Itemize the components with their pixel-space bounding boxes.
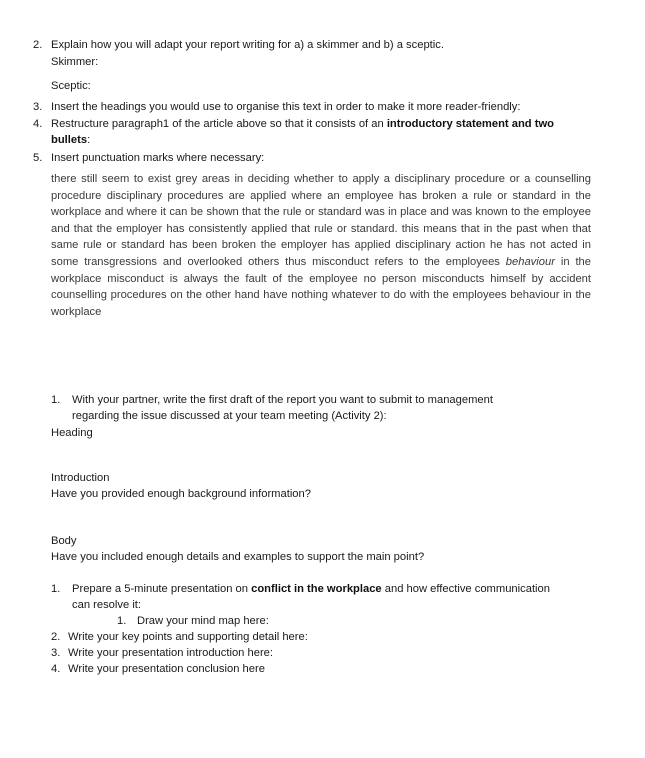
sceptic-label: Sceptic: [51,80,91,92]
list-number: 5. [33,152,43,164]
question-restructure-cont [51,132,90,148]
task-first-draft-cont: regarding the issue discussed at your team meeting (Activity 2): [72,410,387,422]
list-number: 3. [33,101,43,113]
list-number: 3. [51,647,61,659]
introduction-label: Introduction [51,472,110,484]
task-key-points: Write your key points and supporting detail here: [68,631,308,643]
question-text-part: : [87,134,91,146]
task-text-part: Prepare a 5-minute presentation on [72,583,252,595]
list-number: 4. [51,663,61,675]
passage-italic-word: behaviour [505,255,555,268]
task-presentation-cont: can resolve it: [72,599,142,611]
question-restructure-text [51,116,554,132]
task-presentation [72,581,550,597]
task-conclusion: Write your presentation conclusion here [68,663,265,675]
body-label: Body [51,535,77,547]
question-explain-report: Explain how you will adapt your report writing for a) a skimmer and b) a sceptic. [51,39,444,51]
bullets-word: bullets [51,134,88,146]
list-number: 4. [33,118,43,130]
list-number: 1. [51,394,61,406]
task-first-draft: With your partner, write the first draft of the report you want to submit to management [72,394,493,406]
list-number: 1. [117,615,127,627]
unpunctuated-passage [51,171,591,320]
introduction-question: Have you provided enough background information? [51,488,311,500]
body-question: Have you included enough details and examples to support the main point? [51,551,425,563]
question-text-bold: introductory statement and two [386,118,555,130]
list-number: 1. [51,583,61,595]
task-text-bold: conflict in the workplace [251,583,382,595]
task-introduction: Write your presentation introduction here: [68,647,274,659]
task-text-part: and how effective communication [381,583,550,595]
skimmer-label: Skimmer: [51,56,99,68]
list-number: 2. [51,631,61,643]
passage-text: in the workplace misconduct is always the fault of the employee no person misconducts himself by accident counselling procedures on the other hand have nothing whatever to do with the employees behaviour in the workplace [51,255,591,318]
passage-text: there still seem to exist grey areas in deciding whether to apply a disciplinary procedure or a counselling procedure disciplinary procedures are applied where an employee has broken a rule or standard in the workplace and where it can be shown that the rule or standard was in place and was known to the employee and that the employer has consistently applied that rule or standard. this means that in the past when that same rule or standard has been broken the employer has applied disciplinary action he has not acted in some transgressions and overlooked others thus misconduct refers to the employees [51,173,591,268]
question-punctuation: Insert punctuation marks where necessary: [51,152,265,164]
question-text-part: Restructure paragraph1 of the article above so that it consists of an [51,118,387,130]
list-number: 2. [33,39,43,51]
question-insert-headings: Insert the headings you would use to organise this text in order to make it more reader-friendly: [51,101,521,113]
task-mind-map: Draw your mind map here: [137,615,269,627]
heading-label: Heading [51,427,93,439]
